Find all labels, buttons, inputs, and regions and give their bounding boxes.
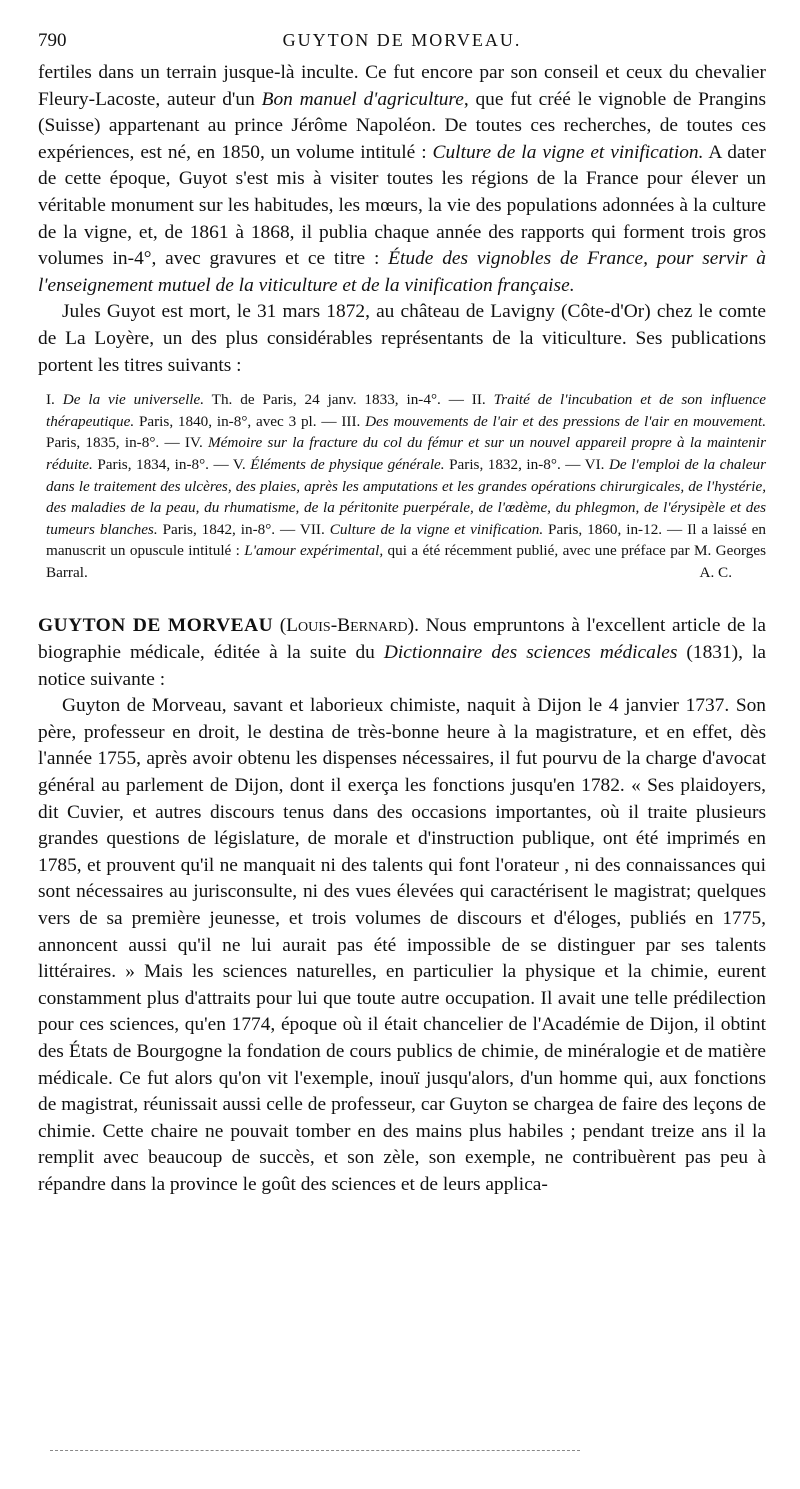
page-header	[38, 30, 766, 60]
bib-title: Éléments de physique générale.	[250, 455, 445, 473]
entry-separator	[38, 583, 766, 613]
bib-text: Paris, 1842, in-8°. — VII.	[157, 520, 330, 538]
bib-title: Mémoire sur la fracture du col du fémur et sur un nouvel appareil propre à la maintenir réduite.	[46, 434, 767, 473]
text-run: Nous empruntons à l'excellent article de la biographie médicale, éditée à la suite du	[38, 615, 766, 664]
entry-headword: GUYTON DE MORVEAU	[38, 615, 274, 637]
guyot-paragraph-2: Jules Guyot est mort, le 31 mars 1872, au château de Lavigny (Côte-d'Or) chez le comte de La Loyère, un des plus considérables représentants de la viticulture. Ses publications portent les titres suivants :	[38, 301, 766, 376]
bib-title: L'amour expérimental,	[244, 542, 384, 560]
bib-title: De l'emploi de la chaleur dans le traitement des ulcères, des plaies, après les amputations et les grandes opérations chirurgicales, de l'hystérie, des maladies de la peau, du rhumatisme, de la péritonite puerpérale, de l'œdème, du phlegmon, de l'érysipèle et des tumeurs blanches.	[46, 455, 766, 538]
page-number: 790	[38, 30, 67, 51]
bib-text: Paris, 1860, in-12. — Il a laissé en manuscrit un opuscule intitulé :	[46, 520, 766, 560]
italic-title: Culture de la vigne et vinification.	[432, 141, 704, 163]
bib-text: I.	[46, 391, 63, 409]
morveau-intro	[38, 613, 766, 693]
bib-text: Paris, 1840, in-8°, avec 3 pl. — III.	[134, 412, 366, 430]
bib-title: Des mouvements de l'air et des pressions de l'air en mouvement.	[365, 412, 767, 430]
morveau-body: Guyton de Morveau, savant et laborieux chimiste, naquit à Dijon le 4 janvier 1737. Son père, professeur en droit, le destina de très-bonne heure à la magistrature, et en effet, dès l'année 1755, après avoir obtenu les dispenses nécessaires, il fut pourvu de la charge d'avocat général au parlement de Dijon, dont il exerça les fonctions jusqu'en 1782. « Ses plaidoyers, dit Cuvier, et autres discours tenus dans des occasions importantes, où il traite plusieurs grandes questions de législature, de morale et d'instruction publique, ont été imprimés en 1785, et prouvent qu'il ne manquait ni des talents qui font l'orateur , ni des connaissances qui sont nécessaires au jurisconsulte, ni des vues élevées qui caractérisent le magistrat; quelques vers de sa première jeunesse, et trois volumes de discours et d'éloges, publiés en 1775, annoncent aussi qu'il ne lui aurait pas été impossible de se distinguer par ses talents littéraires. » Mais les sciences naturelles, en particulier la physique et la chimie, eurent constamment plus d'attraits pour lui que toute autre occupation. Il avait une telle prédilection pour ces sciences, qu'en 1774, époque où il était chancelier de l'Académie de Dijon, il obtint des États de Bourgogne la fondation de cours publics de chimie, de minéralogie et de matière médicale. Ce fut alors qu'on vit l'exemple, inouï jusqu'alors, d'un homme qui, aux fonctions de magistrat, réunissait aussi celle de professeur, car Guyton se chargea de faire des leçons de chimie. Cette chaire ne pouvait tomber en des mains plus habiles ; pendant treize ans il la remplit avec beaucoup de succès, et son zèle, son exemple, ne contribuèrent pas peu à répandre dans la province le goût des sciences et de leurs applica-	[38, 695, 766, 1195]
text-run: A dater de cette époque, Guyot s'est mis à visiter toutes les régions de la France pour élever un véritable monument sur les habitudes, les mœurs, la vie des populations adonnées à la culture de la vigne, et, de 1861 à 1868, il publia chaque année des rapports qui forment trois gros volumes in-4°, avec gravures et ce titre :	[38, 141, 767, 270]
bib-text: Paris, 1834, in-8°. — V.	[92, 455, 251, 473]
entry-given-names: (Louis-Bernard).	[279, 615, 419, 637]
author-signature: A. C.	[699, 563, 732, 581]
italic-title: Dictionnaire des sciences médicales	[383, 642, 678, 664]
morveau-entry	[38, 613, 766, 1198]
italic-title: Étude des vignobles de France, pour servir à l'enseignement mutuel de la viticulture et de la vinification française.	[38, 248, 766, 296]
bib-text: Paris, 1832, in-8°. — VI.	[444, 455, 609, 473]
text-run: fertiles dans un terrain jusque-là inculte. Ce fut encore par son conseil et ceux du chevalier Fleury-Lacoste, auteur d'un	[38, 62, 766, 110]
bib-title: De la vie universelle.	[62, 391, 205, 409]
bib-title: Traité de l'incubation et de son influence thérapeutique.	[46, 391, 767, 430]
italic-title: Bon manuel d'agriculture	[261, 88, 464, 110]
guyot-paragraph-1	[38, 60, 766, 299]
bib-text: qui a été récemment publié, avec une préface par M. Georges Barral.	[46, 542, 767, 581]
page	[38, 30, 766, 1199]
bib-text: Th. de Paris, 24 janv. 1833, in-4°. — II.	[204, 391, 494, 409]
bib-text: Paris, 1835, in-8°. — IV.	[46, 434, 209, 452]
footer-rule	[50, 1450, 580, 1451]
running-title: GUYTON DE MORVEAU.	[282, 30, 522, 50]
text-run: (1831), la notice suivante :	[38, 642, 766, 690]
bib-title: Culture de la vigne et vinification.	[329, 520, 544, 538]
guyot-entry-continuation	[38, 60, 766, 379]
text-run: , que fut créé le vignoble de Prangins (Suisse) appartenant au prince Jérôme Napoléon. De toutes ces recherches, de toutes ces expériences, est né, en 1850, un volume intitulé :	[38, 88, 766, 163]
guyot-bibliography	[38, 389, 766, 583]
